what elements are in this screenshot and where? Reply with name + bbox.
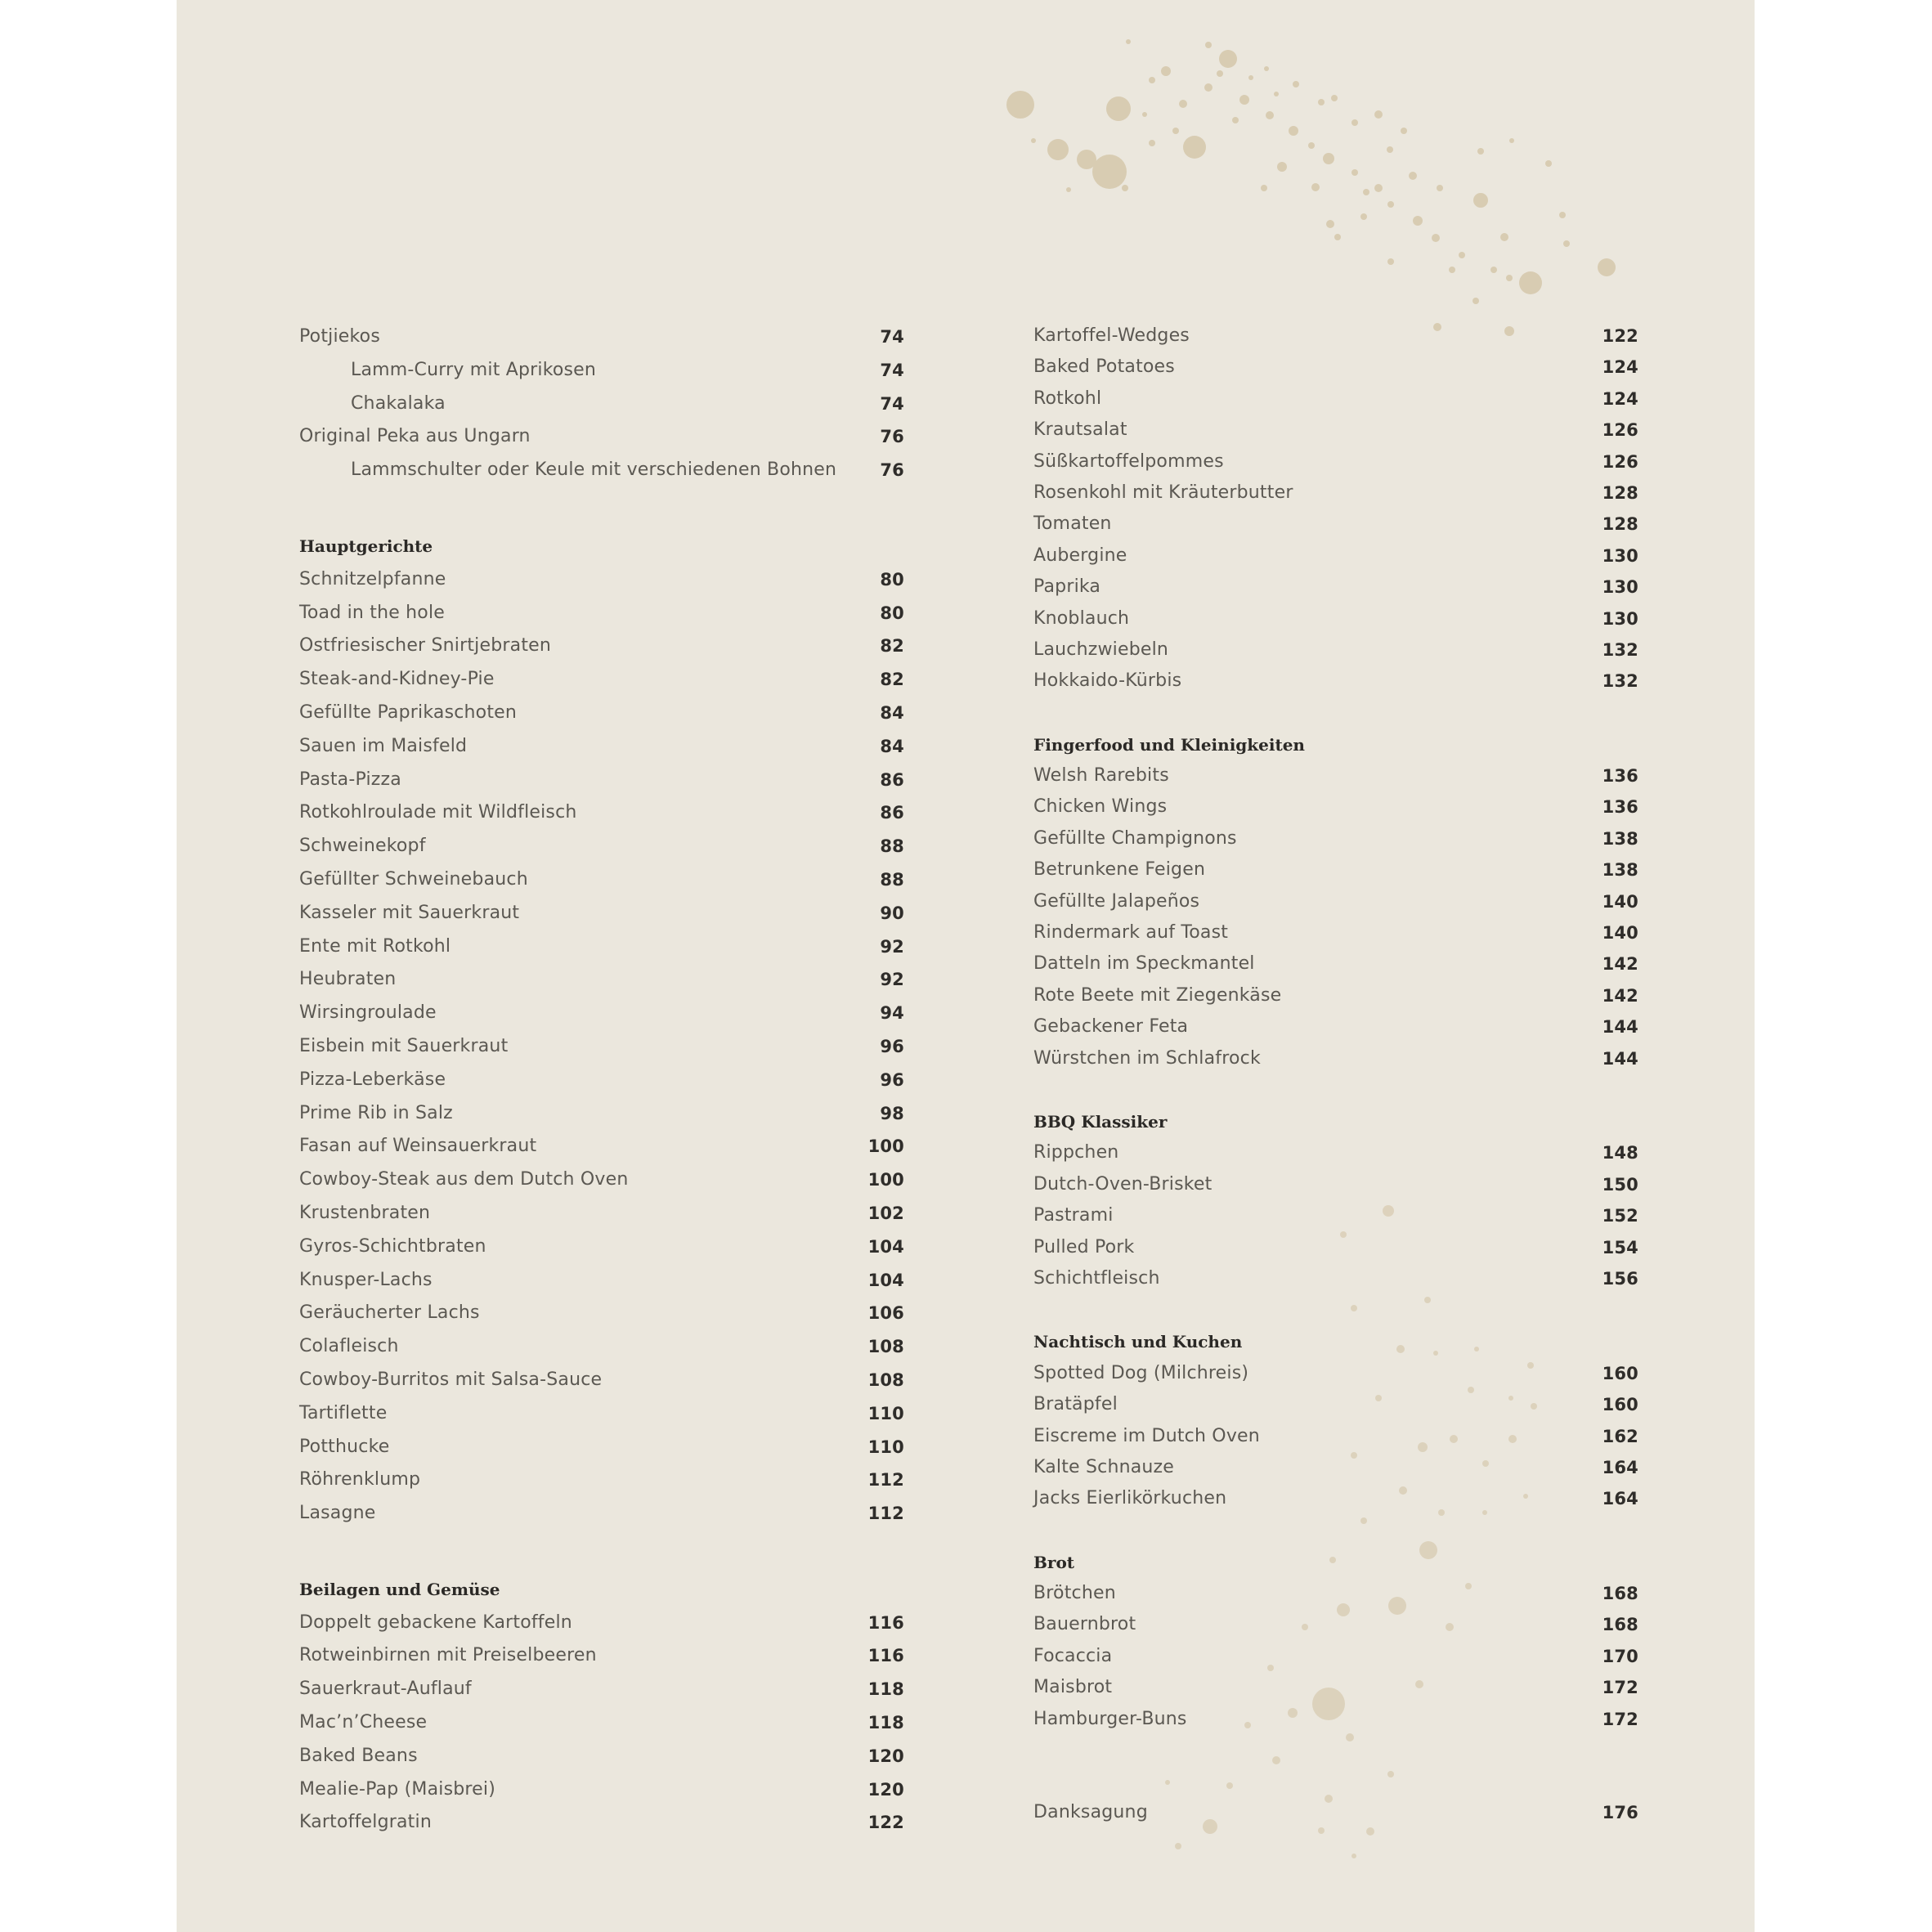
toc-entry-title: Spotted Dog (Milchreis) — [1033, 1362, 1249, 1383]
toc-entry-page-number: 170 — [1602, 1646, 1638, 1666]
toc-entry-page-number: 104 — [867, 1270, 904, 1290]
toc-entry-title: Colafleisch — [299, 1336, 399, 1357]
toc-entry-title: Pasta-Pizza — [299, 769, 401, 790]
toc-entry-page-number: 112 — [867, 1504, 904, 1524]
toc-entry-title: Gebackener Feta — [1033, 1016, 1189, 1038]
toc-entry-page-number: 136 — [1602, 797, 1638, 818]
toc-entry-title: Chakalaka — [351, 392, 446, 414]
toc-entry — [1033, 477, 1638, 509]
toc-entry-page-number: 144 — [1602, 1017, 1638, 1038]
toc-entry — [299, 1740, 904, 1773]
toc-entry — [1033, 1389, 1638, 1420]
toc-entry-title: Gefüllte Champignons — [1033, 827, 1237, 849]
toc-entry-page-number: 122 — [867, 1813, 904, 1833]
toc-entry — [299, 354, 904, 388]
toc-entry — [1033, 1358, 1638, 1389]
toc-entry-title: Fasan auf Weinsauerkraut — [299, 1136, 537, 1157]
toc-entry — [299, 1364, 904, 1397]
section-heading-bbq: BBQ Klassiker — [1033, 1111, 1168, 1132]
toc-entry-page-number: 112 — [867, 1470, 904, 1490]
toc-entry — [299, 697, 904, 730]
toc-entry-page-number: 142 — [1602, 954, 1638, 975]
toc-entry-title: Lammschulter oder Keule mit verschiedenen Bohnen — [351, 459, 837, 481]
section-heading-brot: Brot — [1033, 1552, 1075, 1572]
toc-entry-title: Pizza-Leberkäse — [299, 1069, 446, 1090]
toc-entry — [1033, 760, 1638, 791]
toc-entry-page-number: 118 — [867, 1713, 904, 1733]
toc-entry — [299, 897, 904, 930]
toc-entry-page-number: 102 — [867, 1203, 904, 1223]
toc-entry — [299, 1431, 904, 1464]
toc-entry-title: Gyros-Schichtbraten — [299, 1235, 486, 1257]
toc-entry-title: Rotkohl — [1033, 388, 1102, 409]
toc-entry — [299, 930, 904, 964]
toc-entry — [1033, 383, 1638, 415]
toc-entry-title: Potjiekos — [299, 326, 381, 347]
toc-entry-page-number: 88 — [880, 836, 904, 857]
toc-entry-page-number: 156 — [1602, 1268, 1638, 1289]
toc-entry — [299, 863, 904, 897]
toc-entry — [299, 1607, 904, 1640]
toc-entry-page-number: 138 — [1602, 828, 1638, 849]
toc-entry — [299, 1673, 904, 1706]
toc-entry-page-number: 130 — [1602, 545, 1638, 566]
toc-entry-page-number: 96 — [880, 1069, 904, 1090]
toc-entry-page-number: 136 — [1602, 766, 1638, 787]
toc-entry-page-number: 168 — [1602, 1584, 1638, 1604]
toc-entry — [299, 1773, 904, 1807]
toc-entry — [1033, 1704, 1638, 1735]
toc-entry-title: Lauchzwiebeln — [1033, 639, 1169, 660]
toc-entry-title: Hamburger-Buns — [1033, 1708, 1187, 1729]
toc-entry — [1033, 1452, 1638, 1483]
toc-entry — [1033, 823, 1638, 854]
toc-entry — [299, 1464, 904, 1497]
toc-entry — [1033, 980, 1638, 1011]
toc-entry-page-number: 76 — [880, 427, 904, 447]
toc-entry-title: Krustenbraten — [299, 1202, 431, 1223]
toc-entry — [299, 730, 904, 764]
toc-entry-title: Toad in the hole — [299, 602, 445, 623]
toc-entry-page-number: 168 — [1602, 1615, 1638, 1635]
toc-entry — [299, 1297, 904, 1330]
toc-entry-page-number: 110 — [867, 1403, 904, 1423]
toc-entry-title: Gefüllter Schweinebauch — [299, 868, 528, 890]
toc-entry — [1033, 1797, 1638, 1828]
toc-entry — [1033, 352, 1638, 383]
toc-entry — [299, 597, 904, 630]
toc-entry-title: Geräucherter Lachs — [299, 1302, 480, 1324]
toc-entry — [1033, 1232, 1638, 1263]
toc-entry-title: Mac’n’Cheese — [299, 1712, 428, 1733]
toc-entry-page-number: 74 — [880, 360, 904, 380]
toc-entry — [1033, 1263, 1638, 1294]
toc-entry-title: Ostfriesischer Snirtjebraten — [299, 635, 552, 657]
toc-entry — [1033, 540, 1638, 572]
toc-entry-title: Paprika — [1033, 576, 1101, 598]
toc-entry-page-number: 82 — [880, 670, 904, 690]
toc-entry-page-number: 128 — [1602, 514, 1638, 535]
toc-entry-title: Eiscreme im Dutch Oven — [1033, 1425, 1260, 1446]
toc-entry-title: Baked Beans — [299, 1745, 418, 1766]
toc-entry-title: Danksagung — [1033, 1802, 1148, 1823]
toc-entry-page-number: 160 — [1602, 1363, 1638, 1383]
toc-entry-page-number: 152 — [1602, 1206, 1638, 1226]
toc-entry-title: Bratäpfel — [1033, 1394, 1118, 1415]
toc-entry — [299, 630, 904, 663]
toc-entry-page-number: 132 — [1602, 671, 1638, 692]
toc-entry — [1033, 603, 1638, 634]
toc-entry-page-number: 148 — [1602, 1143, 1638, 1163]
toc-entry — [1033, 1043, 1638, 1074]
toc-entry-title: Kartoffel-Wedges — [1033, 325, 1190, 346]
toc-entry-title: Doppelt gebackene Kartoffeln — [299, 1611, 572, 1633]
toc-entry-page-number: 126 — [1602, 451, 1638, 472]
toc-entry — [299, 563, 904, 597]
toc-entry-title: Rosenkohl mit Kräuterbutter — [1033, 482, 1293, 503]
toc-entry-title: Schweinekopf — [299, 836, 426, 857]
toc-entry-title: Schnitzelpfanne — [299, 568, 446, 589]
toc-entry — [1033, 791, 1638, 823]
toc-entry-title: Datteln im Speckmantel — [1033, 953, 1255, 975]
toc-entry — [299, 764, 904, 797]
toc-entry-title: Würstchen im Schlafrock — [1033, 1047, 1261, 1069]
toc-entry — [1033, 1137, 1638, 1168]
toc-entry-page-number: 84 — [880, 702, 904, 723]
toc-entry-page-number: 160 — [1602, 1395, 1638, 1415]
toc-entry — [299, 1163, 904, 1197]
toc-entry — [299, 1097, 904, 1131]
toc-entry — [1033, 1169, 1638, 1200]
toc-entry — [1033, 634, 1638, 666]
toc-entry-page-number: 176 — [1602, 1803, 1638, 1823]
toc-entry — [1033, 1483, 1638, 1514]
toc-entry-page-number: 86 — [880, 803, 904, 823]
toc-entry-page-number: 92 — [880, 970, 904, 990]
toc-entry — [299, 1130, 904, 1163]
toc-entry-title: Süßkartoffelpommes — [1033, 451, 1224, 472]
toc-entry-page-number: 84 — [880, 736, 904, 756]
toc-entry-page-number: 104 — [867, 1236, 904, 1257]
toc-entry-page-number: 96 — [880, 1036, 904, 1056]
toc-entry-page-number: 108 — [867, 1369, 904, 1390]
toc-entry — [1033, 1578, 1638, 1609]
toc-entry-page-number: 150 — [1602, 1174, 1638, 1195]
toc-entry-title: Rindermark auf Toast — [1033, 922, 1229, 944]
toc-entry-title: Pastrami — [1033, 1205, 1114, 1226]
toc-entry — [299, 420, 904, 454]
toc-entry — [1033, 854, 1638, 885]
toc-entry-title: Gefüllte Paprikaschoten — [299, 702, 518, 723]
toc-entry-page-number: 92 — [880, 936, 904, 957]
toc-entry-page-number: 90 — [880, 903, 904, 923]
toc-entry-page-number: 118 — [867, 1679, 904, 1700]
toc-entry-title: Welsh Rarebits — [1033, 765, 1169, 787]
toc-entry-title: Krautsalat — [1033, 419, 1127, 441]
toc-entry-page-number: 142 — [1602, 985, 1638, 1006]
toc-entry-title: Rippchen — [1033, 1142, 1119, 1163]
toc-entry — [1033, 886, 1638, 917]
toc-entry — [299, 1497, 904, 1531]
toc-entry-page-number: 128 — [1602, 482, 1638, 503]
toc-entry-title: Eisbein mit Sauerkraut — [299, 1035, 509, 1056]
toc-entry — [299, 1806, 904, 1840]
toc-entry-title: Cowboy-Steak aus dem Dutch Oven — [299, 1169, 629, 1190]
toc-entry-page-number: 130 — [1602, 577, 1638, 598]
toc-entry-title: Bauernbrot — [1033, 1614, 1136, 1635]
toc-entry-page-number: 106 — [867, 1303, 904, 1324]
toc-entry-page-number: 138 — [1602, 860, 1638, 881]
toc-entry-page-number: 86 — [880, 769, 904, 790]
toc-entry — [1033, 666, 1638, 697]
toc-entry — [299, 830, 904, 863]
toc-entry — [1033, 917, 1638, 948]
toc-entry — [299, 1397, 904, 1431]
toc-entry-page-number: 80 — [880, 569, 904, 589]
toc-entry-page-number: 116 — [867, 1646, 904, 1666]
toc-entry-page-number: 94 — [880, 1003, 904, 1024]
toc-entry-title: Prime Rib in Salz — [299, 1102, 453, 1123]
toc-entry-page-number: 144 — [1602, 1048, 1638, 1069]
toc-entry — [299, 454, 904, 487]
toc-entry — [299, 796, 904, 830]
toc-entry-page-number: 82 — [880, 636, 904, 657]
toc-entry — [299, 1639, 904, 1673]
toc-entry — [1033, 321, 1638, 352]
toc-entry — [1033, 1672, 1638, 1703]
toc-entry-title: Rotweinbirnen mit Preiselbeeren — [299, 1645, 597, 1666]
toc-entry-title: Jacks Eierlikörkuchen — [1033, 1488, 1227, 1509]
section-heading-beilagen: Beilagen und Gemüse — [299, 1579, 500, 1599]
toc-entry-title: Aubergine — [1033, 545, 1127, 566]
toc-entry — [1033, 415, 1638, 446]
toc-entry-page-number: 110 — [867, 1437, 904, 1457]
toc-entry-page-number: 100 — [867, 1136, 904, 1157]
toc-entry-title: Focaccia — [1033, 1645, 1113, 1666]
toc-entry-page-number: 172 — [1602, 1678, 1638, 1698]
toc-entry-title: Röhrenklump — [299, 1469, 421, 1490]
toc-entry-title: Schichtfleisch — [1033, 1267, 1160, 1289]
toc-entry-page-number: 100 — [867, 1170, 904, 1190]
toc-entry-page-number: 162 — [1602, 1426, 1638, 1446]
toc-entry — [1033, 446, 1638, 477]
toc-entry-page-number: 80 — [880, 603, 904, 623]
toc-entry — [299, 1030, 904, 1064]
toc-entry — [1033, 948, 1638, 979]
toc-entry-title: Wirsingroulade — [299, 1002, 437, 1024]
toc-entry-title: Rotkohlroulade mit Wildfleisch — [299, 802, 577, 823]
toc-entry — [1033, 1200, 1638, 1231]
toc-entry-title: Kalte Schnauze — [1033, 1456, 1175, 1477]
toc-entry-title: Hokkaido-Kürbis — [1033, 670, 1182, 692]
section-heading-fingerfood: Fingerfood und Kleinigkeiten — [1033, 734, 1305, 755]
toc-entry-page-number: 126 — [1602, 420, 1638, 441]
toc-entry-title: Sauerkraut-Auflauf — [299, 1679, 472, 1700]
book-page — [177, 0, 1755, 1932]
toc-entry-title: Ente mit Rotkohl — [299, 935, 451, 957]
toc-entry — [299, 1264, 904, 1298]
toc-entry-page-number: 124 — [1602, 357, 1638, 378]
toc-entry-page-number: 74 — [880, 393, 904, 414]
toc-entry — [299, 963, 904, 997]
toc-entry-page-number: 98 — [880, 1103, 904, 1123]
toc-entry-title: Lamm-Curry mit Aprikosen — [351, 359, 597, 380]
toc-entry-title: Potthucke — [299, 1436, 390, 1457]
toc-entry-page-number: 124 — [1602, 388, 1638, 409]
toc-entry-title: Pulled Pork — [1033, 1236, 1135, 1257]
toc-entry-title: Rote Beete mit Ziegenkäse — [1033, 984, 1282, 1006]
toc-entry-page-number: 120 — [867, 1746, 904, 1766]
toc-entry — [1033, 1011, 1638, 1042]
toc-entry-page-number: 122 — [1602, 326, 1638, 346]
toc-right-column — [1033, 321, 1638, 1828]
toc-entry-title: Tartiflette — [299, 1402, 388, 1423]
toc-entry-title: Chicken Wings — [1033, 796, 1168, 818]
toc-entry — [1033, 509, 1638, 540]
toc-left-column — [299, 321, 904, 1840]
toc-entry — [1033, 1421, 1638, 1452]
toc-entry-page-number: 74 — [880, 327, 904, 347]
toc-entry-page-number: 164 — [1602, 1457, 1638, 1477]
toc-entry-title: Gefüllte Jalapeños — [1033, 890, 1200, 912]
toc-entry — [299, 321, 904, 354]
toc-entry-title: Kasseler mit Sauerkraut — [299, 902, 520, 923]
toc-entry-page-number: 154 — [1602, 1237, 1638, 1257]
section-heading-hauptgerichte: Hauptgerichte — [299, 536, 433, 556]
toc-entry-page-number: 108 — [867, 1337, 904, 1357]
toc-entry-page-number: 120 — [867, 1779, 904, 1800]
toc-entry-page-number: 164 — [1602, 1489, 1638, 1509]
toc-entry — [299, 388, 904, 421]
section-heading-nachtisch: Nachtisch und Kuchen — [1033, 1332, 1243, 1352]
toc-entry — [299, 997, 904, 1030]
toc-entry — [299, 1064, 904, 1097]
toc-entry-title: Sauen im Maisfeld — [299, 735, 468, 756]
toc-entry-page-number: 172 — [1602, 1709, 1638, 1729]
toc-entry-title: Maisbrot — [1033, 1677, 1113, 1698]
toc-entry — [299, 1330, 904, 1364]
toc-entry — [1033, 1641, 1638, 1672]
toc-entry-title: Tomaten — [1033, 513, 1112, 535]
toc-entry — [299, 1706, 904, 1740]
toc-entry-title: Knoblauch — [1033, 607, 1130, 629]
toc-entry-title: Lasagne — [299, 1503, 376, 1524]
toc-entry-title: Brötchen — [1033, 1583, 1116, 1604]
toc-entry — [299, 1230, 904, 1264]
toc-entry-page-number: 140 — [1602, 891, 1638, 912]
toc-entry-page-number: 140 — [1602, 923, 1638, 944]
toc-entry-title: Steak-and-Kidney-Pie — [299, 669, 495, 690]
toc-entry-page-number: 88 — [880, 869, 904, 890]
toc-entry-title: Original Peka aus Ungarn — [299, 426, 531, 447]
toc-entry — [299, 1197, 904, 1230]
toc-entry-page-number: 116 — [867, 1612, 904, 1633]
toc-entry-title: Cowboy-Burritos mit Salsa-Sauce — [299, 1369, 603, 1390]
toc-entry-title: Baked Potatoes — [1033, 356, 1175, 378]
toc-entry-title: Mealie-Pap (Maisbrei) — [299, 1778, 495, 1800]
toc-entry-page-number: 130 — [1602, 608, 1638, 629]
toc-entry-title: Kartoffelgratin — [299, 1812, 432, 1833]
toc-entry-title: Betrunkene Feigen — [1033, 859, 1206, 881]
toc-entry-title: Knusper-Lachs — [299, 1269, 433, 1290]
toc-entry-page-number: 76 — [880, 460, 904, 481]
toc-entry-title: Heubraten — [299, 969, 397, 990]
toc-entry-page-number: 132 — [1602, 639, 1638, 660]
toc-entry — [1033, 572, 1638, 603]
toc-entry-title: Dutch-Oven-Brisket — [1033, 1173, 1213, 1195]
toc-entry — [299, 663, 904, 697]
toc-entry — [1033, 1609, 1638, 1640]
